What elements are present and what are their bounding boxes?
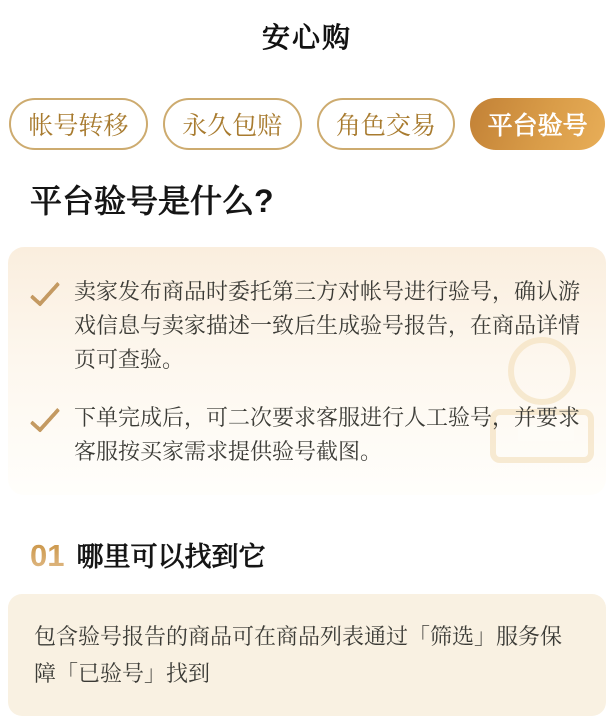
section-find-title: 哪里可以找到它 (76, 542, 266, 572)
tab-label: 角色交易 (335, 112, 436, 140)
tab-account-transfer[interactable] (9, 98, 148, 150)
note-box (8, 594, 606, 716)
anxingou-page (0, 16, 614, 686)
tab-platform-verify[interactable] (470, 98, 605, 150)
bullet-item (30, 275, 600, 377)
tab-role-trade[interactable] (317, 98, 456, 150)
tab-label: 永久包赔 (182, 112, 283, 140)
check-icon (30, 275, 60, 307)
section-number: 01 (30, 538, 65, 573)
note-text: 包含验号报告的商品可在商品列表通过「筛选」服务保障「已验号」找到 (34, 624, 563, 686)
section-find-heading (30, 535, 614, 574)
tab-bar (9, 98, 605, 150)
section-what-heading: 平台验号是什么? (30, 183, 274, 219)
bullet-item (30, 401, 600, 469)
check-icon (30, 401, 60, 433)
bullet-text: 卖家发布商品时委托第三方对帐号进行验号，确认游戏信息与卖家描述一致后生成验号报告，在商品详情页可查验。 (74, 279, 581, 372)
page-title: 安心购 (261, 22, 352, 53)
info-card (8, 247, 606, 495)
tab-label: 帐号转移 (28, 112, 129, 140)
tab-label: 平台验号 (487, 112, 588, 140)
tab-permanent-compensation[interactable] (163, 98, 302, 150)
bullet-text: 下单完成后，可二次要求客服进行人工验号，并要求客服按买家需求提供验号截图。 (74, 405, 581, 464)
